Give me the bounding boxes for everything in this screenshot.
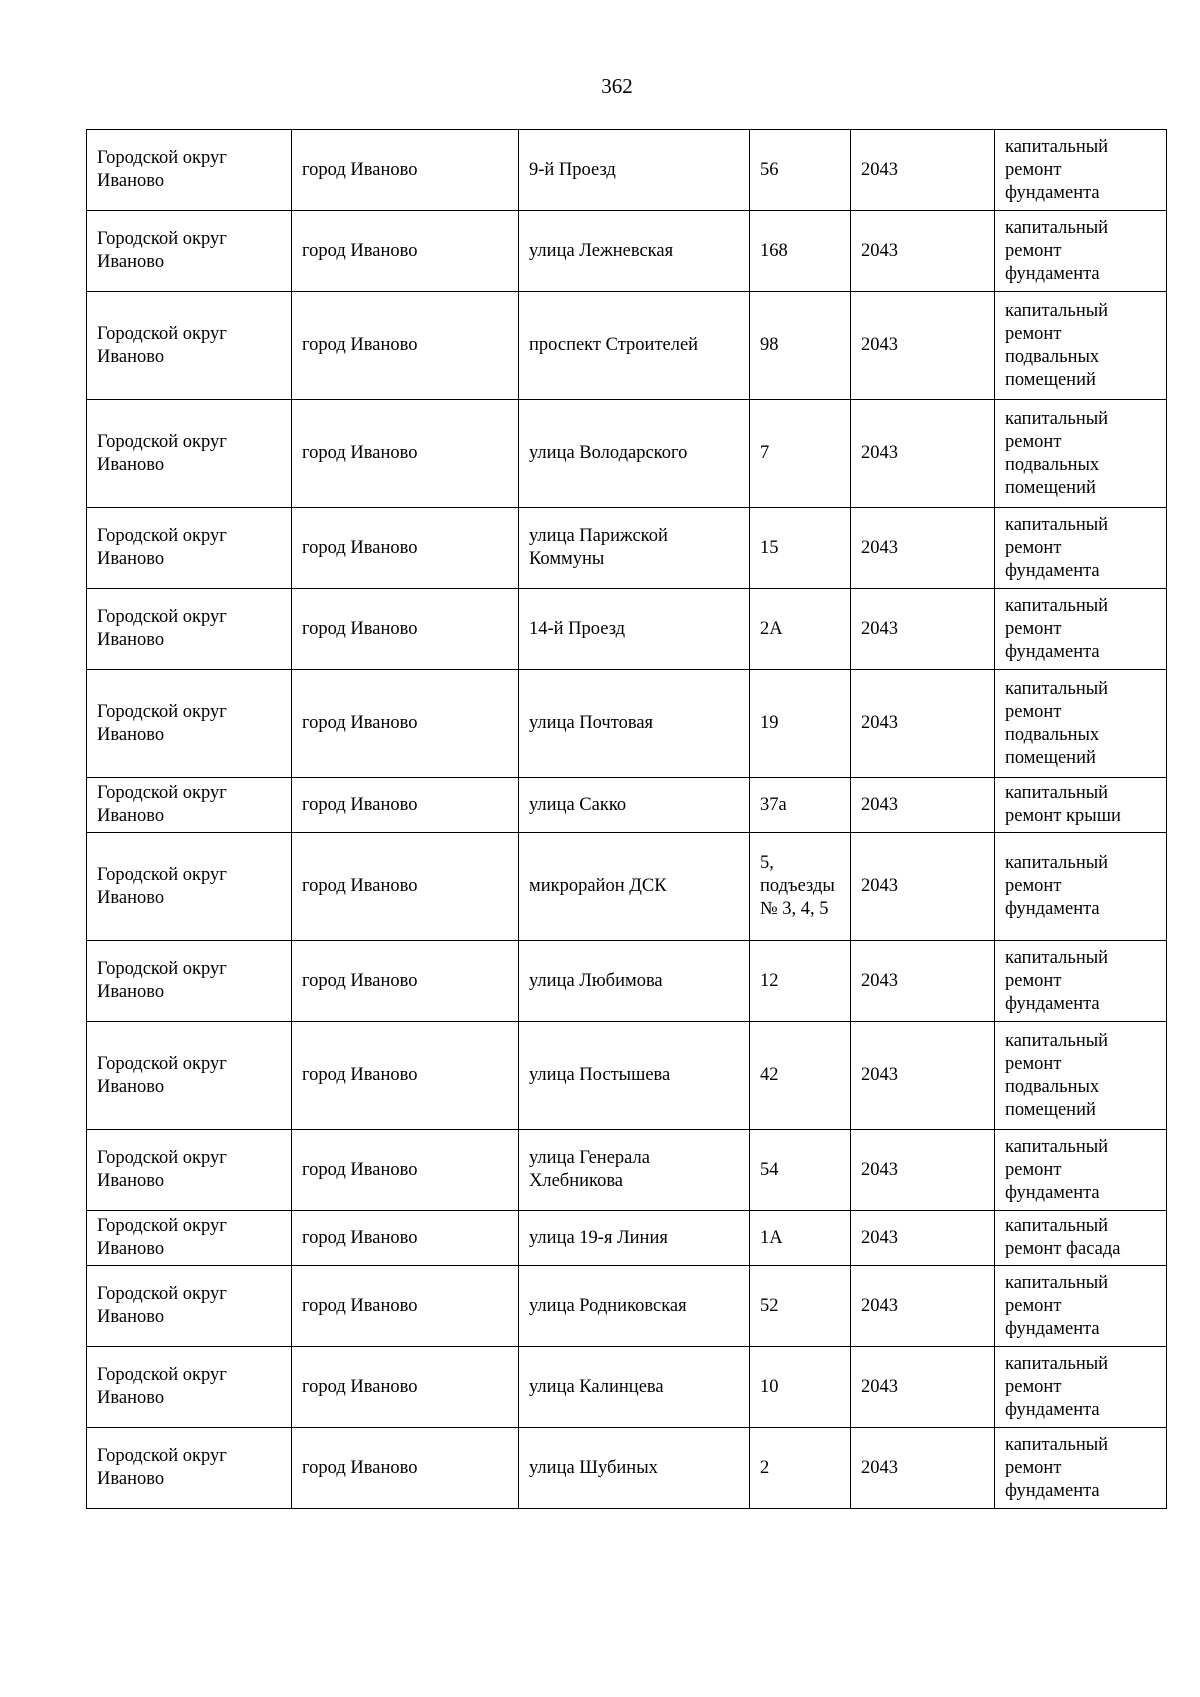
work-type-cell: капитальный ремонт фундамента — [995, 941, 1167, 1022]
street-cell: улица Парижской Коммуны — [519, 508, 750, 589]
house-cell: 12 — [750, 941, 851, 1022]
table-row — [87, 508, 1167, 589]
work-type-cell: капитальный ремонт подвальных помещений — [995, 400, 1167, 508]
district-cell: Городской округ Иваново — [87, 508, 292, 589]
table-row — [87, 670, 1167, 778]
city-cell: город Иваново — [292, 508, 519, 589]
district-cell: Городской округ Иваново — [87, 778, 292, 833]
year-cell: 2043 — [851, 130, 995, 211]
table-row — [87, 1211, 1167, 1266]
district-cell: Городской округ Иваново — [87, 589, 292, 670]
work-type-cell: капитальный ремонт фундамента — [995, 1347, 1167, 1428]
table-row — [87, 1266, 1167, 1347]
house-cell: 52 — [750, 1266, 851, 1347]
year-cell: 2043 — [851, 1130, 995, 1211]
street-cell: улица 19-я Линия — [519, 1211, 750, 1266]
city-cell: город Иваново — [292, 1211, 519, 1266]
table-row — [87, 1428, 1167, 1509]
year-cell: 2043 — [851, 1022, 995, 1130]
house-cell: 98 — [750, 292, 851, 400]
house-cell: 19 — [750, 670, 851, 778]
street-cell: улица Любимова — [519, 941, 750, 1022]
house-cell: 15 — [750, 508, 851, 589]
city-cell: город Иваново — [292, 1022, 519, 1130]
street-cell: улица Постышева — [519, 1022, 750, 1130]
house-cell: 5, подъезды № 3, 4, 5 — [750, 833, 851, 941]
house-cell: 37а — [750, 778, 851, 833]
year-cell: 2043 — [851, 1266, 995, 1347]
house-cell: 1А — [750, 1211, 851, 1266]
work-type-cell: капитальный ремонт фундамента — [995, 211, 1167, 292]
work-type-cell: капитальный ремонт подвальных помещений — [995, 1022, 1167, 1130]
year-cell: 2043 — [851, 400, 995, 508]
house-cell: 2А — [750, 589, 851, 670]
street-cell: улица Сакко — [519, 778, 750, 833]
district-cell: Городской округ Иваново — [87, 292, 292, 400]
work-type-cell: капитальный ремонт фундамента — [995, 1130, 1167, 1211]
house-cell: 54 — [750, 1130, 851, 1211]
district-cell: Городской округ Иваново — [87, 941, 292, 1022]
street-cell: улица Почтовая — [519, 670, 750, 778]
city-cell: город Иваново — [292, 670, 519, 778]
city-cell: город Иваново — [292, 1130, 519, 1211]
table-row — [87, 1022, 1167, 1130]
city-cell: город Иваново — [292, 1347, 519, 1428]
district-cell: Городской округ Иваново — [87, 670, 292, 778]
work-type-cell: капитальный ремонт фундамента — [995, 1266, 1167, 1347]
work-type-cell: капитальный ремонт подвальных помещений — [995, 292, 1167, 400]
table-row — [87, 400, 1167, 508]
city-cell: город Иваново — [292, 1266, 519, 1347]
table-row — [87, 589, 1167, 670]
table-row — [87, 130, 1167, 211]
district-cell: Городской округ Иваново — [87, 130, 292, 211]
house-cell: 168 — [750, 211, 851, 292]
page-number: 362 — [601, 74, 633, 98]
year-cell: 2043 — [851, 1347, 995, 1428]
table-row — [87, 941, 1167, 1022]
district-cell: Городской округ Иваново — [87, 1022, 292, 1130]
city-cell: город Иваново — [292, 130, 519, 211]
table-row — [87, 1347, 1167, 1428]
house-cell: 56 — [750, 130, 851, 211]
work-type-cell: капитальный ремонт фундамента — [995, 833, 1167, 941]
house-cell: 2 — [750, 1428, 851, 1509]
street-cell: улица Родниковская — [519, 1266, 750, 1347]
city-cell: город Иваново — [292, 941, 519, 1022]
street-cell: улица Генерала Хлебникова — [519, 1130, 750, 1211]
city-cell: город Иваново — [292, 1428, 519, 1509]
district-cell: Городской округ Иваново — [87, 1428, 292, 1509]
work-type-cell: капитальный ремонт фасада — [995, 1211, 1167, 1266]
year-cell: 2043 — [851, 778, 995, 833]
year-cell: 2043 — [851, 1428, 995, 1509]
district-cell: Городской округ Иваново — [87, 400, 292, 508]
work-type-cell: капитальный ремонт фундамента — [995, 130, 1167, 211]
street-cell: улица Шубиных — [519, 1428, 750, 1509]
table-row — [87, 1130, 1167, 1211]
city-cell: город Иваново — [292, 400, 519, 508]
work-type-cell: капитальный ремонт крыши — [995, 778, 1167, 833]
district-cell: Городской округ Иваново — [87, 1266, 292, 1347]
street-cell: улица Володарского — [519, 400, 750, 508]
year-cell: 2043 — [851, 833, 995, 941]
year-cell: 2043 — [851, 1211, 995, 1266]
year-cell: 2043 — [851, 292, 995, 400]
district-cell: Городской округ Иваново — [87, 1211, 292, 1266]
table-row — [87, 778, 1167, 833]
work-type-cell: капитальный ремонт фундамента — [995, 508, 1167, 589]
house-cell: 7 — [750, 400, 851, 508]
year-cell: 2043 — [851, 211, 995, 292]
street-cell: 14-й Проезд — [519, 589, 750, 670]
city-cell: город Иваново — [292, 292, 519, 400]
work-type-cell: капитальный ремонт фундамента — [995, 589, 1167, 670]
street-cell: 9-й Проезд — [519, 130, 750, 211]
work-type-cell: капитальный ремонт фундамента — [995, 1428, 1167, 1509]
street-cell: улица Калинцева — [519, 1347, 750, 1428]
table-row — [87, 833, 1167, 941]
district-cell: Городской округ Иваново — [87, 211, 292, 292]
city-cell: город Иваново — [292, 833, 519, 941]
district-cell: Городской округ Иваново — [87, 1347, 292, 1428]
city-cell: город Иваново — [292, 211, 519, 292]
year-cell: 2043 — [851, 670, 995, 778]
district-cell: Городской округ Иваново — [87, 1130, 292, 1211]
table-row — [87, 211, 1167, 292]
street-cell: проспект Строителей — [519, 292, 750, 400]
repair-schedule-table — [86, 129, 1167, 1509]
table-body — [87, 130, 1167, 1509]
street-cell: улица Лежневская — [519, 211, 750, 292]
city-cell: город Иваново — [292, 589, 519, 670]
work-type-cell: капитальный ремонт подвальных помещений — [995, 670, 1167, 778]
year-cell: 2043 — [851, 508, 995, 589]
street-cell: микрорайон ДСК — [519, 833, 750, 941]
year-cell: 2043 — [851, 941, 995, 1022]
house-cell: 42 — [750, 1022, 851, 1130]
city-cell: город Иваново — [292, 778, 519, 833]
house-cell: 10 — [750, 1347, 851, 1428]
year-cell: 2043 — [851, 589, 995, 670]
district-cell: Городской округ Иваново — [87, 833, 292, 941]
table-row — [87, 292, 1167, 400]
